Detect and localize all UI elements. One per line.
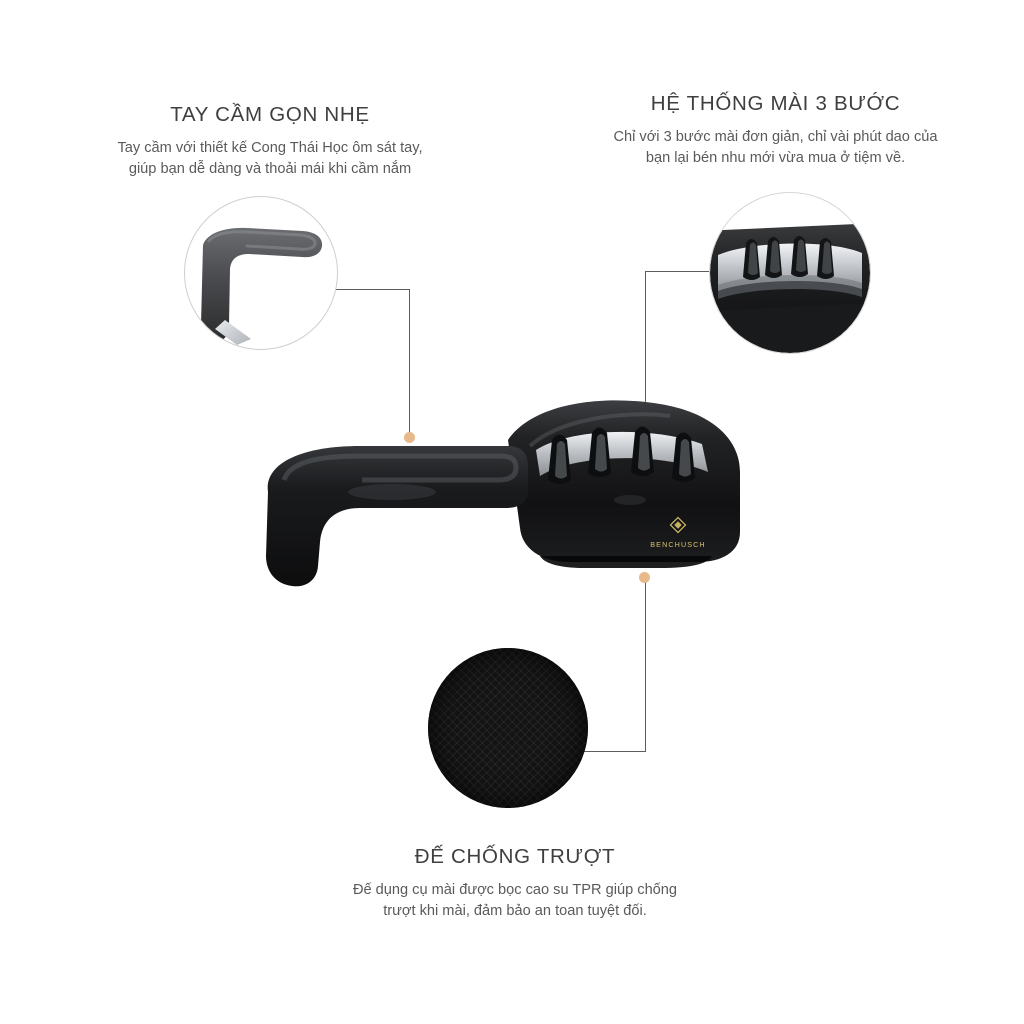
callout-system-title: HỆ THỐNG MÀI 3 BƯỚC — [650, 92, 901, 115]
brand-mark — [630, 516, 726, 549]
product-illustration — [240, 380, 780, 595]
callout-handle-body-line1: Tay cầm với thiết kế Cong Thái Học ôm sát tay, — [117, 140, 423, 156]
product-base — [540, 556, 712, 568]
callout-handle-body-line2: giúp bạn dễ dàng và thoải mái khi cầm nắm — [128, 160, 412, 177]
callout-handle-text — [45, 103, 495, 179]
handle-closeup-icon — [185, 197, 337, 349]
handle-body-shape — [201, 228, 322, 342]
callout-base-text — [270, 845, 760, 921]
product-handle — [266, 446, 528, 586]
leader-base-vertical — [645, 580, 646, 752]
leader-handle-horizontal — [330, 289, 410, 290]
brand-name: BENCHUSCH — [650, 540, 706, 549]
zoom-bubble-handle — [184, 196, 338, 350]
zoom-bubble-sharpening-system — [709, 192, 871, 354]
callout-handle-body — [45, 138, 495, 179]
callout-system-body-line2: bạn lại bén nhu mới vừa mua ở tiệm về. — [645, 149, 906, 166]
sharpening-slots-closeup-icon — [710, 193, 870, 353]
product-thumb-rest — [614, 495, 646, 505]
callout-handle-title: TAY CẦM GỌN NHẸ — [170, 103, 370, 126]
callout-system-body — [548, 127, 1003, 168]
callout-base-title: ĐẾ CHỐNG TRƯỢT — [414, 845, 616, 868]
rubber-texture-pattern — [428, 648, 588, 808]
product-grip-pad — [348, 484, 436, 500]
leader-system-horizontal — [645, 271, 713, 272]
leader-base-horizontal — [580, 751, 646, 752]
callout-system-text — [548, 92, 1003, 168]
callout-base-body-line2: trượt khi mài, đảm bảo an toan tuyệt đối. — [383, 902, 647, 919]
callout-base-body-line1: Đế dụng cụ mài được bọc cao su TPR giúp chống — [352, 882, 678, 898]
callout-system-body-line1: Chỉ với 3 bước mài đơn giản, chỉ vài phút dao của — [613, 129, 938, 145]
callout-base-body — [270, 880, 760, 921]
diamond-logo-icon — [669, 516, 687, 534]
zoom-bubble-nonslip-base — [428, 648, 588, 808]
